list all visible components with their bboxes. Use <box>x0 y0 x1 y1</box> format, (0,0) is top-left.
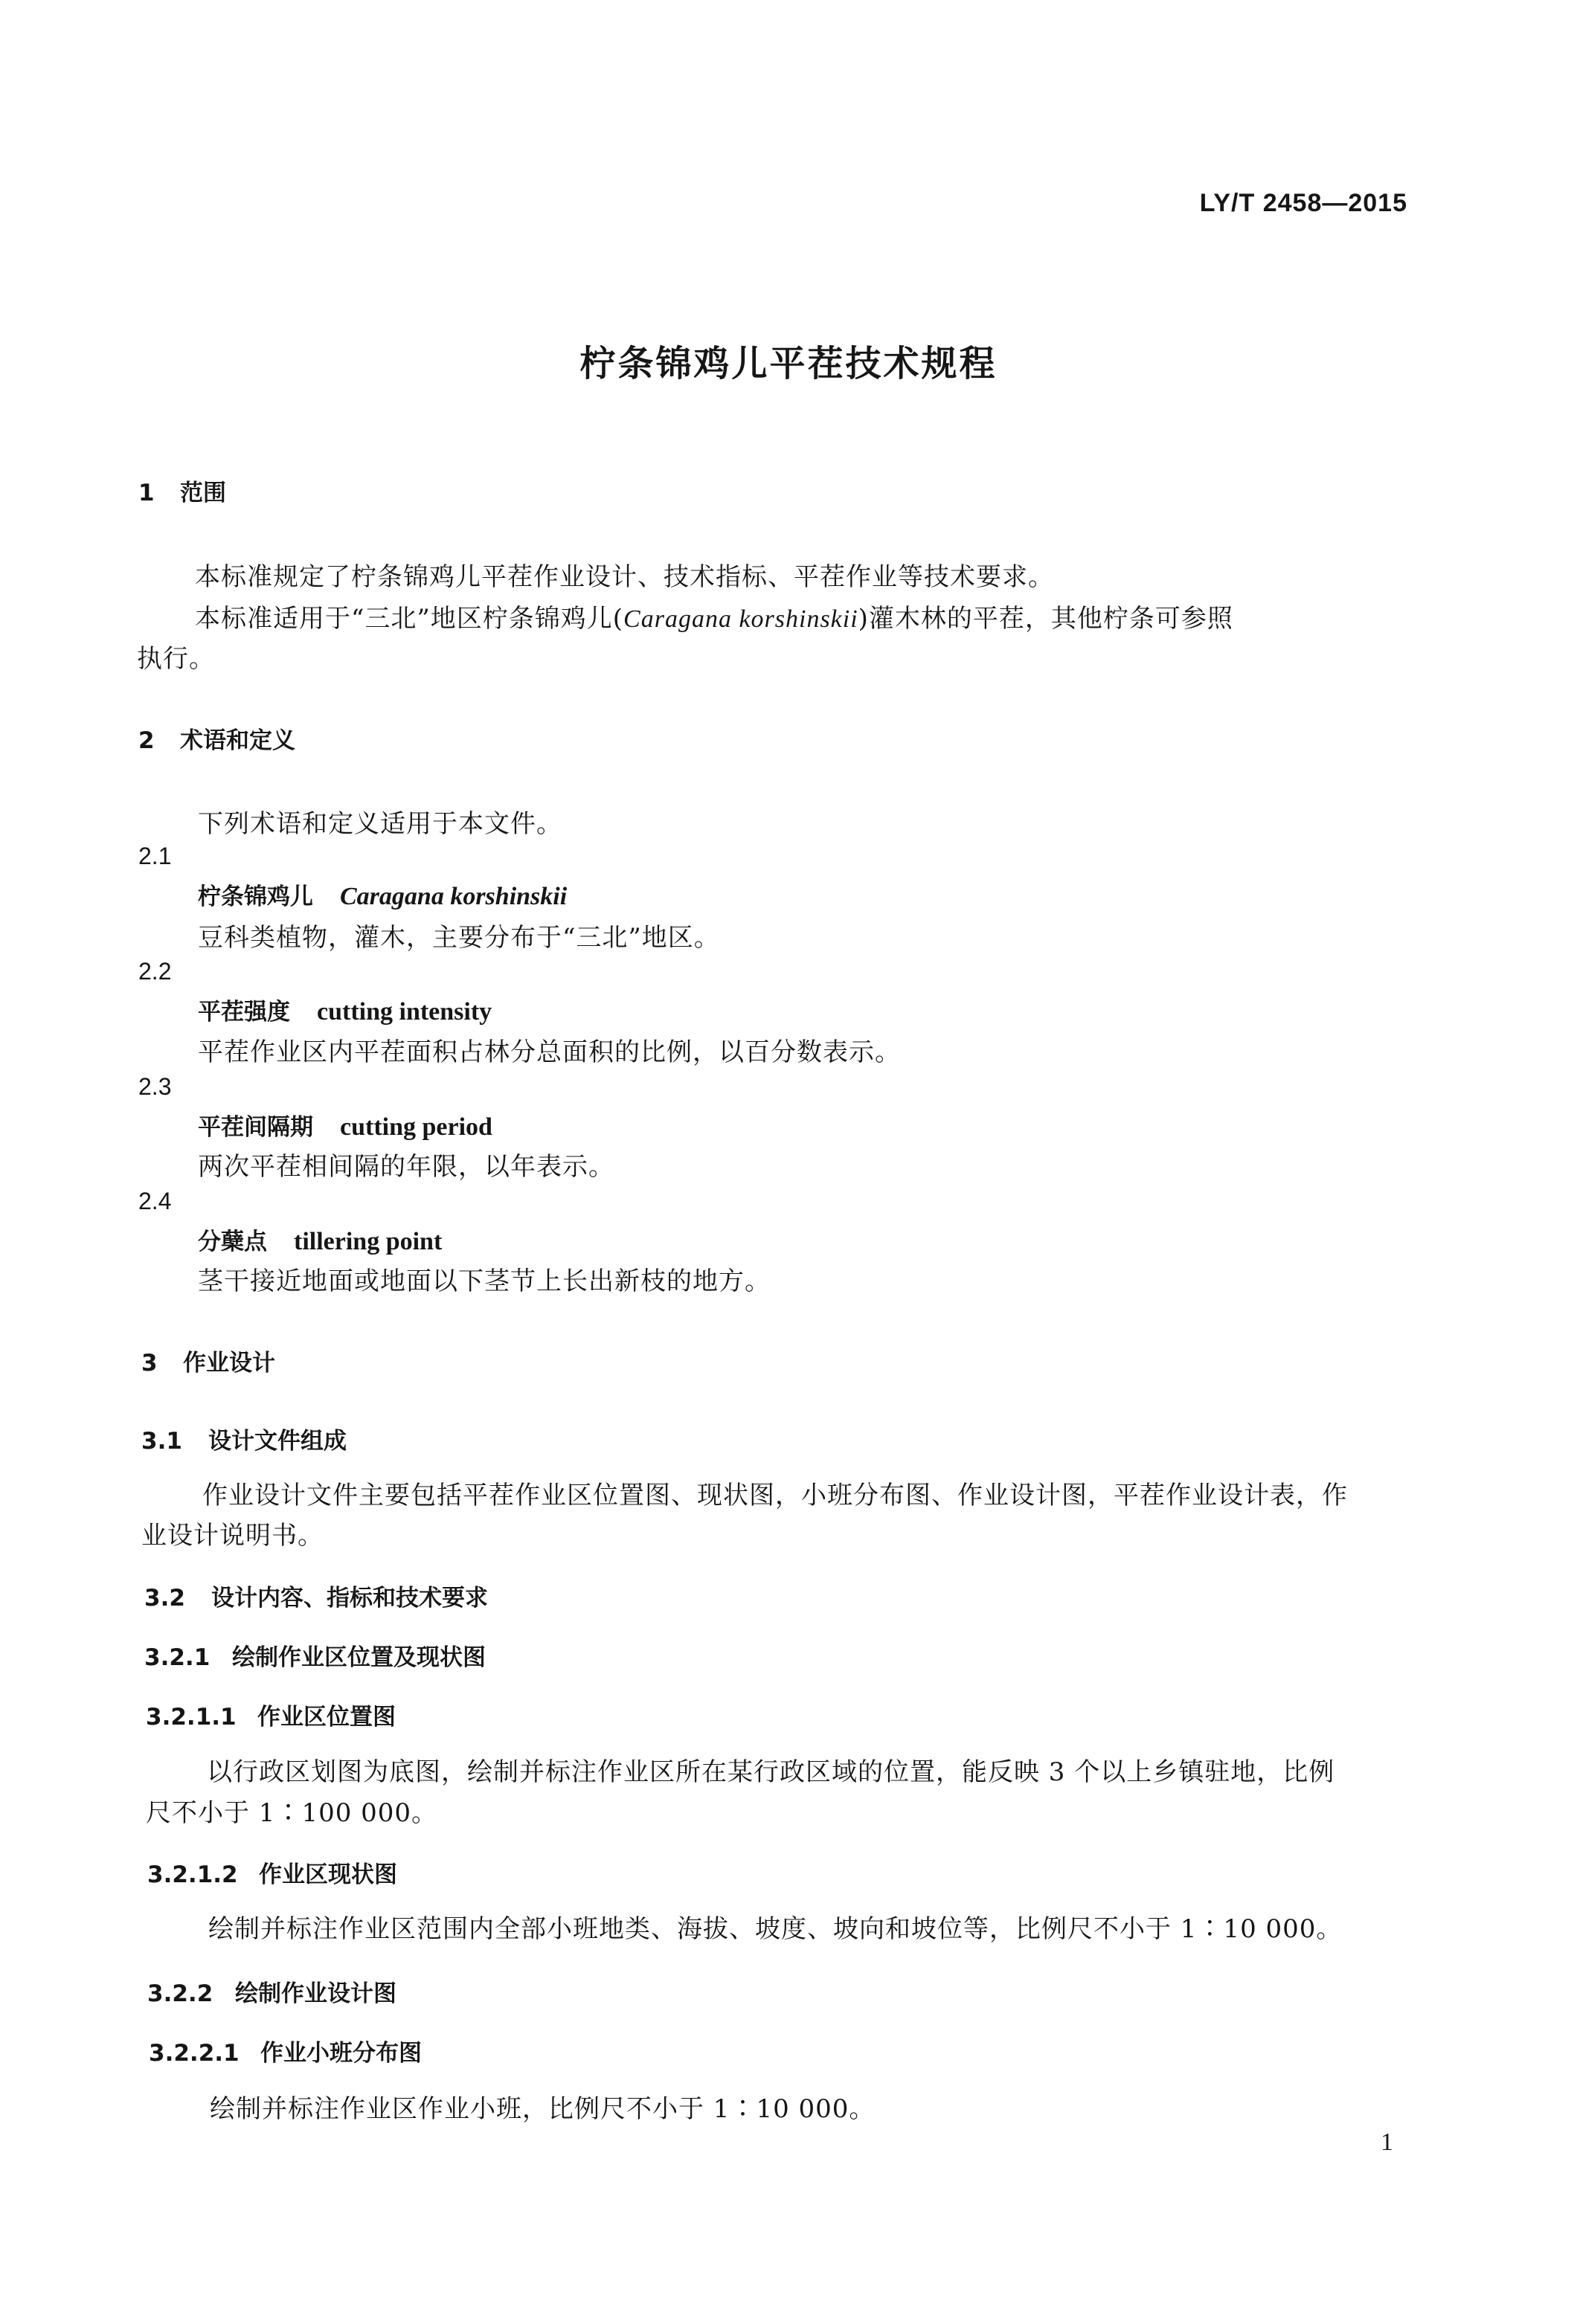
term-name: 平茬间隔期 <box>198 1114 313 1141</box>
subsection-3-2-1-heading <box>144 1638 486 1672</box>
section-3-heading <box>141 1344 275 1377</box>
latin-name: Caragana korshinskii <box>623 605 858 633</box>
subsection-3-2-2-heading <box>147 1974 396 2008</box>
section-number: 3.2.1.1 <box>146 1704 237 1731</box>
section-title: 设计内容、指标和技术要求 <box>211 1585 488 1612</box>
subsection-3-2-heading <box>144 1579 488 1612</box>
term-name: 平茬强度 <box>198 999 290 1026</box>
term-name: 柠条锦鸡儿 <box>198 883 313 910</box>
section-1-paragraph-2-line-2: 执行。 <box>137 644 215 674</box>
section-title: 作业区位置图 <box>257 1704 396 1731</box>
subsection-3-2-2-1-text: 绘制并标注作业区作业小班，比例尺不小于 1∶10 000。 <box>210 2094 876 2124</box>
subsection-3-1-text-line-2: 业设计说明书。 <box>141 1521 324 1551</box>
subsection-3-1-heading <box>141 1422 347 1455</box>
text-run: 本标准适用于“三北”地区柠条锦鸡儿( <box>195 604 624 634</box>
section-title: 范围 <box>180 480 226 506</box>
section-number: 3.2.2 <box>147 1980 213 2007</box>
section-number: 3.2.2.1 <box>149 2040 240 2067</box>
section-title: 绘制作业设计图 <box>235 1980 396 2007</box>
text-run: )灌木林的平茬，其他柠条可参照 <box>858 604 1233 634</box>
term-name: 分蘖点 <box>198 1229 267 1255</box>
section-title: 作业小班分布图 <box>260 2040 422 2067</box>
term-number: 2.3 <box>138 1073 172 1100</box>
term-heading <box>198 1108 492 1142</box>
section-1-paragraph-2-line-1 <box>195 598 1233 634</box>
section-number: 3.2.1.2 <box>147 1861 238 1888</box>
subsection-3-1-text-line-1: 作业设计文件主要包括平茬作业区位置图、现状图，小班分布图、作业设计图，平茬作业设计表，作 <box>202 1481 1348 1510</box>
section-title: 术语和定义 <box>180 727 295 754</box>
term-number: 2.1 <box>138 843 172 869</box>
section-number: 3.2.1 <box>144 1644 211 1671</box>
subsection-3-2-1-1-text-line-2: 尺不小于 1∶100 000。 <box>146 1798 438 1828</box>
term-definition: 平茬作业区内平茬面积占林分总面积的比例，以百分数表示。 <box>198 1037 901 1067</box>
term-number: 2.2 <box>138 958 172 985</box>
subsection-3-2-1-1-text-line-1: 以行政区划图为底图，绘制并标注作业区所在某行政区域的位置，能反映 3 个以上乡镇驻地，比例 <box>207 1757 1335 1787</box>
section-title: 设计文件组成 <box>208 1428 347 1455</box>
section-title: 作业区现状图 <box>259 1861 397 1888</box>
term-english: cutting intensity <box>317 998 492 1026</box>
term-heading <box>198 1223 442 1256</box>
section-1-heading <box>138 474 226 507</box>
section-number: 3.1 <box>141 1428 182 1455</box>
term-definition: 两次平茬相间隔的年限，以年表示。 <box>198 1152 614 1182</box>
document-title: 柠条锦鸡儿平茬技术规程 <box>579 343 998 384</box>
section-2-intro: 下列术语和定义适用于本文件。 <box>198 809 562 839</box>
term-english: Caragana korshinskii <box>340 883 568 910</box>
term-heading <box>198 878 567 911</box>
section-number: 3 <box>141 1350 158 1377</box>
section-1-paragraph-1: 本标准规定了柠条锦鸡儿平茬作业设计、技术指标、平茬作业等技术要求。 <box>195 562 1054 592</box>
section-number: 1 <box>138 480 155 506</box>
subsection-3-2-1-2-heading <box>147 1855 397 1889</box>
section-title: 绘制作业区位置及现状图 <box>232 1644 486 1671</box>
term-english: cutting period <box>340 1113 492 1141</box>
section-number: 2 <box>138 727 155 754</box>
term-definition: 豆科类植物，灌木，主要分布于“三北”地区。 <box>198 923 720 953</box>
section-title: 作业设计 <box>183 1350 275 1377</box>
term-english: tillering point <box>294 1228 443 1255</box>
term-number: 2.4 <box>138 1188 172 1214</box>
standard-code: LY/T 2458—2015 <box>1199 189 1407 217</box>
subsection-3-2-2-1-heading <box>149 2034 422 2067</box>
page-number: 1 <box>1381 2128 1393 2156</box>
term-definition: 茎干接近地面或地面以下茎节上长出新枝的地方。 <box>198 1266 771 1296</box>
section-number: 3.2 <box>144 1585 185 1612</box>
subsection-3-2-1-1-heading <box>146 1698 396 1731</box>
term-heading <box>198 993 492 1026</box>
section-2-heading <box>138 721 295 755</box>
subsection-3-2-1-2-text: 绘制并标注作业区范围内全部小班地类、海拔、坡度、坡向和坡位等，比例尺不小于 1∶10 000。 <box>208 1914 1343 1944</box>
